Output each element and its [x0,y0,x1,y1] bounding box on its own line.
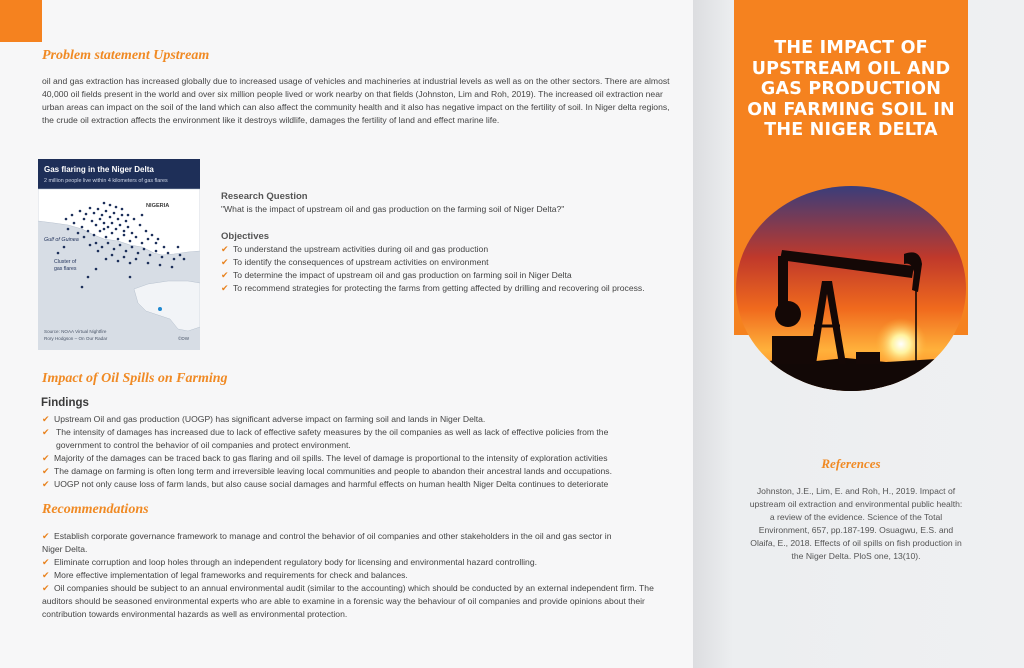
flare-dot [113,212,116,215]
flare-dot [141,242,144,245]
flare-dot [105,210,108,213]
flare-dot [125,250,128,253]
problem-text: oil and gas extraction has increased globally due to increased usage of vehicles and machineries at industrial levels as well as on the other sectors. There are almost 40,000 oil fields present in the world and over six million people lived or work nearby on that fields (Johnston, Lim and Roh, 2019). The increased oil extraction near urban areas can impact on the soil of the land which can also affect the community health and it also has negative impact on the fertility of soil. In Niger delta regions, the crude oil extraction affects the environment like it destroys wildlife, damages the fertility of land and effect marine life. [42,76,670,125]
flare-dot [73,222,76,225]
check-icon: ✔ [42,427,50,437]
recommendations-heading: Recommendations [42,502,149,517]
flare-dot [123,230,126,233]
flare-dot [157,238,160,241]
research-question-label: Research Question [221,191,308,202]
flare-dot [129,262,132,265]
list-item: ✔ More effective implementation of legal frameworks and requirements for check and balances. [42,570,408,580]
flare-dot [135,236,138,239]
flare-dot [83,236,86,239]
map-label-cluster-2: gas flares [54,266,77,272]
check-icon: ✔ [42,557,50,567]
list-item: ✔ Oil companies should be subject to an annual environmental audit (similar to the accounting) which should be conducted by an external independent firm. The auditors should be seasoned environmental experts who are able to examine in a forensic way the behaviour of oil companies and provide opinions about their contribution towards environmental hazards as well as environmental protection. [42,583,654,619]
flare-dot [71,214,74,217]
map-label-cluster: Cluster of [54,259,77,265]
flare-dot [105,236,108,239]
flare-dot [167,252,170,255]
list-item: ✔ UOGP not only cause loss of farm lands, but also cause social damages and harmful effects on human health Niger Delta continues to deteriorate [42,479,609,489]
flare-dot [101,214,104,217]
flare-dot [103,222,106,225]
map-source-author: Rory Hodgson – On Our Radar [44,336,108,341]
research-question-text: "What is the impact of upstream oil and gas production on the farming soil of Niger Delta?" [221,204,565,214]
flare-dot [57,252,60,255]
map-label-nigeria: NIGERIA [146,203,170,209]
flare-dot [115,206,118,209]
flare-dot [93,212,96,215]
flare-dot [81,226,84,229]
flare-dot [117,260,120,263]
flare-dot [79,210,82,213]
list-item: ✔ The damage on farming is often long term and irreversible leaving local communities and people to abandon their ancestral lands and occupations. [42,466,612,476]
flare-dot [137,252,140,255]
flare-dot [129,240,132,243]
flare-dot [115,228,118,231]
flare-dot [163,246,166,249]
flare-dot [149,254,152,257]
list-item: ✔ Majority of the damages can be traced back to gas flaring and oil spills. The level of damage is proportional to the intensity of exploration activities [42,453,608,463]
flare-dot [123,234,126,237]
flare-dot [95,268,98,271]
flare-dot [141,214,144,217]
check-icon: ✔ [221,257,229,267]
objectives-list [221,243,691,295]
flare-dot [173,258,176,261]
flare-dot [87,276,90,279]
flare-dot [161,256,164,259]
flare-dot [99,218,102,221]
map-title: Gas flaring in the Niger Delta [44,165,154,174]
africa-inset [134,281,200,331]
flare-dot [93,234,96,237]
oil-pump-sunset-image [736,186,966,391]
check-icon: ✔ [42,453,50,463]
flare-dot [103,228,106,231]
flare-dot [139,224,142,227]
flare-dot [83,218,86,221]
flare-dot [177,246,180,249]
findings-list [42,413,667,491]
flare-dot [103,202,106,205]
flare-dot [87,230,90,233]
check-icon: ✔ [42,479,50,489]
flare-dot [97,208,100,211]
flare-dot [85,213,88,216]
flare-dot [121,208,124,211]
check-icon: ✔ [42,570,50,580]
list-item: ✔ To determine the impact of upstream oil and gas production on farming soil in Niger Delta [221,270,572,280]
flare-dot [77,232,80,235]
flare-dot [119,244,122,247]
flare-dot [133,218,136,221]
flare-dot [105,258,108,261]
flare-dot [89,244,92,247]
flare-dot [129,276,132,279]
flare-dot [151,234,154,237]
flare-dot [131,246,134,249]
objectives-label: Objectives [221,231,270,242]
list-item: ✔ To recommend strategies for protecting the farms from getting affected by drilling and recovering oil process. [221,283,645,293]
flare-dot [95,242,98,245]
map-subtitle: 2 million people live within 4 kilometers of gas flares [44,178,168,184]
flare-dot [123,256,126,259]
flare-dot [127,226,130,229]
list-item: ✔ The intensity of damages has increased due to lack of effective safety measures by the oil companies as well as lack of effective policies from the government to control the behavior of oil companies and protect environment. [42,427,609,450]
flare-dot [65,218,68,221]
check-icon: ✔ [221,283,229,293]
corner-accent [0,0,42,42]
gas-flaring-map [38,159,200,350]
flare-dot [147,238,150,241]
flare-dot [113,248,116,251]
flare-dot [159,264,162,267]
references-heading: References [821,456,881,471]
flare-dot [67,228,70,231]
flare-dot [155,250,158,253]
flare-dot [155,242,158,245]
flare-dot [143,248,146,251]
findings-label: Findings [41,397,89,409]
inset-marker [158,307,162,311]
flare-dot [107,226,110,229]
check-icon: ✔ [42,583,50,593]
check-icon: ✔ [42,531,50,541]
flare-dot [127,214,130,217]
flare-dot [145,230,148,233]
list-item: ✔ Eliminate corruption and loop holes through an independent regulatory body for licensing and environmental hazard controlling. [42,557,537,567]
impact-heading: Impact of Oil Spills on Farming [42,371,228,386]
check-icon: ✔ [42,466,50,476]
flare-dot [135,258,138,261]
flare-dot [111,254,114,257]
check-icon: ✔ [221,244,229,254]
flare-dot [109,204,112,207]
check-icon: ✔ [221,270,229,280]
flare-dot [97,250,100,253]
flare-dot [179,254,182,257]
flare-dot [119,224,122,227]
flare-dot [81,286,84,289]
recommendations-list [42,530,682,621]
list-item: ✔ To understand the upstream activities during oil and gas production [221,244,489,254]
flare-dot [109,216,112,219]
flare-dot [121,214,124,217]
map-source: Source: NOAA Virtual Nightfire [44,329,107,334]
list-item: ✔ Establish corporate governance framework to manage and control the behavior of oil companies and other stakeholders in the oil and gas sector in Niger Delta. [42,531,612,554]
flare-dot [89,207,92,210]
flare-dot [111,222,114,225]
map-credit: ©DW [178,336,190,341]
flare-dot [99,230,102,233]
flare-dot [101,246,104,249]
flare-dot [117,218,120,221]
problem-heading: Problem statement Upstream [42,48,210,63]
flare-dot [171,266,174,269]
map-label-gulf: Gulf of Guinea [44,237,79,243]
flare-dot [95,224,98,227]
flare-dot [147,262,150,265]
flare-dot [63,246,66,249]
list-item: ✔ To identify the consequences of upstream activities on environment [221,257,489,267]
poster-title: THE IMPACT OF UPSTREAM OIL AND GAS PRODUCTION ON FARMING SOIL IN THE NIGER DELTA [747,38,955,140]
flare-dot [125,220,128,223]
flare-dot [107,242,110,245]
flare-dot [131,232,134,235]
flare-dot [91,220,94,223]
references-text: Johnston, J.E., Lim, E. and Roh, H., 2019. Impact of upstream oil extraction and environmental public health: a review of the evidence. Science of the Total Environment, 657, pp.187-199. Osuagwu, E.S. and Olaifa, E., 2018. Effects of oil spills on fish production in the Niger Delta. PloS one, 13(10). [749,486,963,561]
flare-dot [117,238,120,241]
flare-dot [111,232,114,235]
check-icon: ✔ [42,414,50,424]
list-item: ✔ Upstream Oil and gas production (UOGP) has significant adverse impact on farming soil and lands in Niger Delta. [42,414,486,424]
flare-dot [183,258,186,261]
